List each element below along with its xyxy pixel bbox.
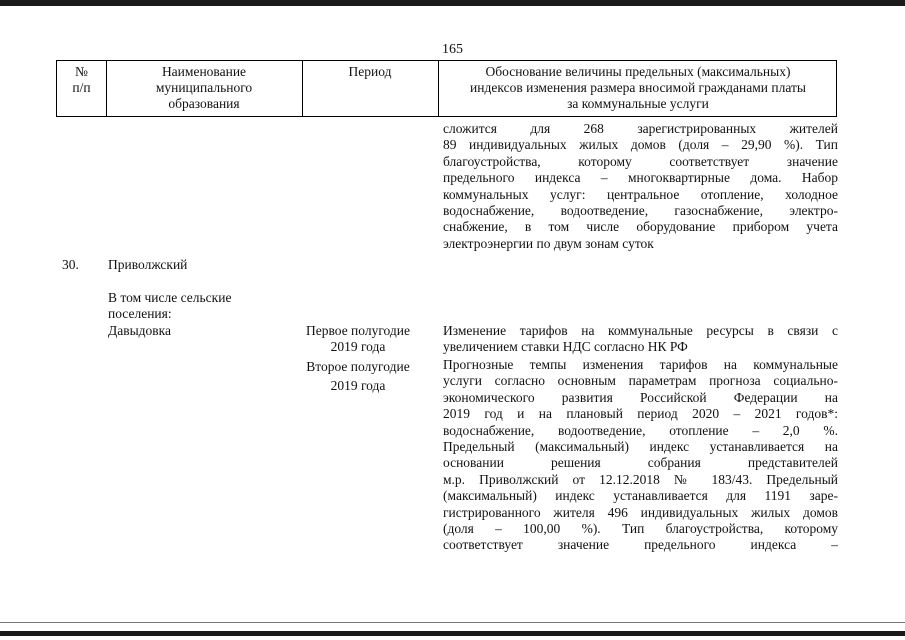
scan-border-bottom xyxy=(0,631,905,636)
rural-settlements-label xyxy=(108,290,268,323)
text-line: услуги согласно основным параметрам прогноза социально- xyxy=(443,373,838,389)
header-col-municipality-line: образования xyxy=(168,96,240,111)
header-col-basis-line: Обоснование величины предельных (максимальных) xyxy=(485,64,791,79)
header-col-basis-line: за коммунальные услуги xyxy=(567,96,709,111)
text-line: соответствует значение предельного индекса – xyxy=(443,537,838,553)
header-col-municipality-line: муниципального xyxy=(155,80,253,95)
period-line: Первое полугодие xyxy=(306,323,410,338)
text-line: Предельный (максимальный) индекс устанавливается на xyxy=(443,438,838,454)
text-line: водоснабжение, водоотведение, газоснабжение, электро- xyxy=(443,202,838,218)
header-col-basis xyxy=(438,61,838,116)
municipality-name: Приволжский xyxy=(108,257,188,272)
sub-label-line: поселения: xyxy=(108,306,172,322)
basis-vat-change xyxy=(443,323,838,356)
text-line: Изменение тарифов на коммунальные ресурсы в связи с xyxy=(443,323,838,338)
text-line: электроэнергии по двум зонам суток xyxy=(443,235,654,251)
text-line: увеличением ставки НДС согласно НК РФ xyxy=(443,339,688,355)
text-line: предельного индекса – многоквартирные дома. Набор xyxy=(443,170,838,186)
continued-basis-text xyxy=(443,121,838,252)
settlement-name: Давыдовка xyxy=(108,323,171,338)
text-line: экономического развития Российской Федерации на xyxy=(443,389,838,405)
period-second-half xyxy=(282,359,434,395)
header-col-number-line: № xyxy=(75,64,88,79)
header-col-basis-line: индексов изменения размера вносимой гражданами платы xyxy=(470,80,806,95)
period-line: Второе полугодие xyxy=(306,359,410,374)
text-line: (доля – 100,00 %). Тип благоустройства, которому xyxy=(443,520,838,536)
text-line: м.р. Приволжский от 12.12.2018 № 183/43. Предельный xyxy=(443,471,838,487)
text-line: сложится для 268 зарегистрированных жителей xyxy=(443,121,838,136)
text-line: благоустройства, которому соответствует значение xyxy=(443,153,838,169)
sub-label-line: В том числе сельские xyxy=(108,290,232,305)
text-line: водоснабжение, водоотведение, отопление – 2,0 %. xyxy=(443,422,838,438)
scan-border-line xyxy=(0,622,905,623)
text-line: снабжение, в том числе оборудование прибором учета xyxy=(443,219,838,235)
row-number: 30. xyxy=(62,257,79,272)
period-line: 2019 года xyxy=(330,339,386,355)
header-col-municipality-line: Наименование xyxy=(161,64,247,79)
text-line: Прогнозные темпы изменения тарифов на коммунальные xyxy=(443,357,838,372)
header-col-municipality xyxy=(106,61,302,116)
header-col-period xyxy=(302,61,438,116)
text-line: гистрированного жителя 496 индивидуальных жилых домов xyxy=(443,504,838,520)
page-number: 165 xyxy=(442,42,463,57)
text-line: 89 индивидуальных жилых домов (доля – 29,90 %). Тип xyxy=(443,137,838,153)
scan-border-top xyxy=(0,0,905,6)
table-header xyxy=(56,60,837,117)
period-line: 2019 года xyxy=(330,378,386,394)
text-line: основании решения собрания представителей xyxy=(443,455,838,471)
basis-forecast-text xyxy=(443,357,838,554)
header-col-number-line: п/п xyxy=(72,80,91,95)
period-first-half xyxy=(282,323,434,356)
text-line: коммунальных услуг: центральное отопление, холодное xyxy=(443,186,838,202)
header-col-number xyxy=(57,61,106,116)
header-col-period-line: Период xyxy=(348,64,392,79)
text-line: 2019 год и на плановый период 2020 – 2021 годов*: xyxy=(443,406,838,422)
text-line: (максимальный) индекс устанавливается для 1191 заре- xyxy=(443,488,838,504)
